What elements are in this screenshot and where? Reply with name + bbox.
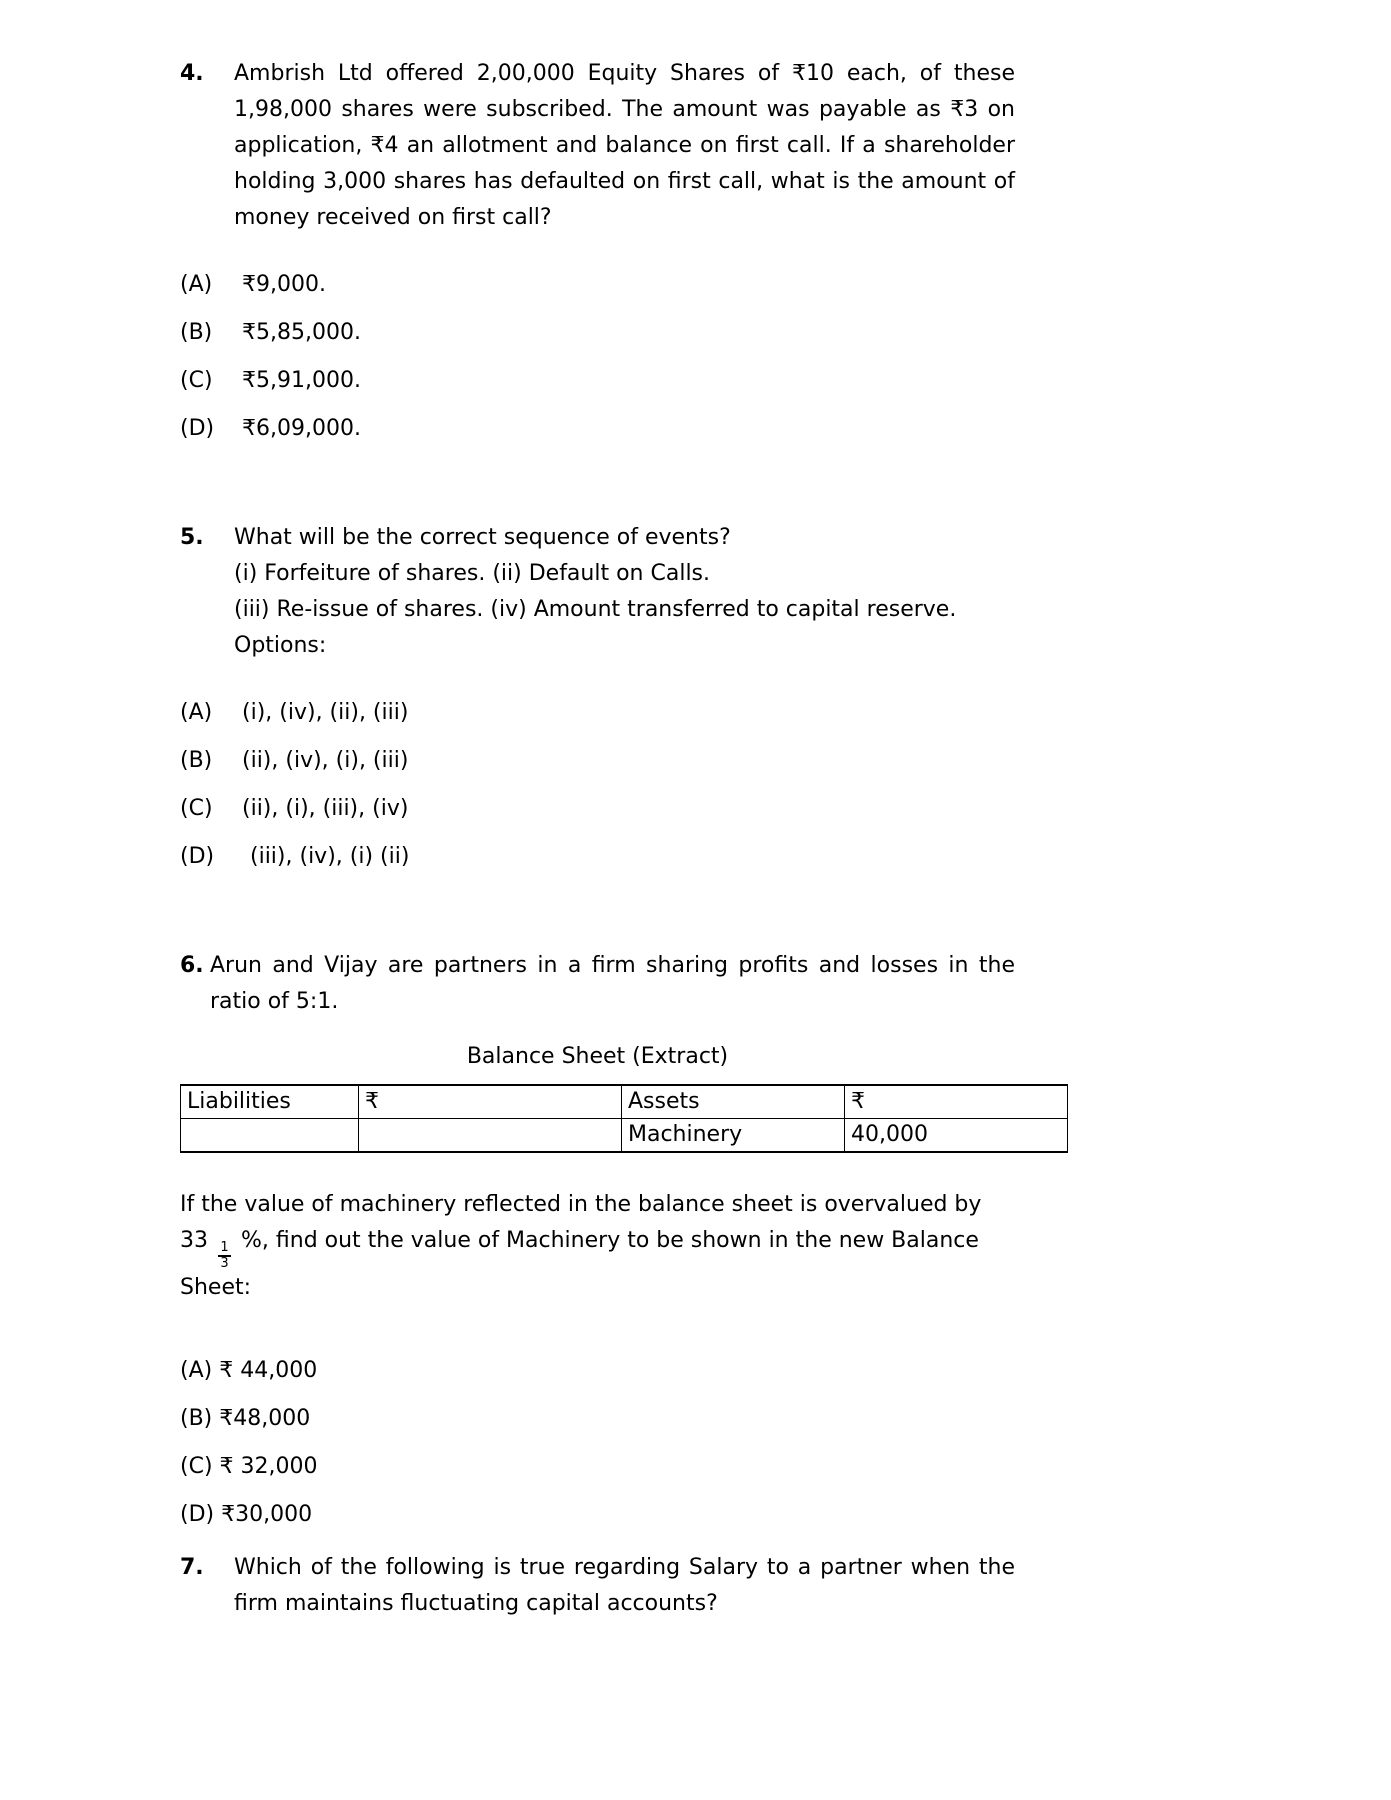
table-header-row bbox=[181, 1085, 1068, 1119]
question-4-option-a[interactable] bbox=[180, 268, 1015, 302]
table-header-liabilities: Liabilities bbox=[181, 1085, 359, 1119]
balance-sheet-table bbox=[180, 1084, 1068, 1153]
question-7-block bbox=[180, 1550, 1015, 1622]
question-5-option-b-text: (ii), (iv), (i), (iii) bbox=[242, 748, 409, 773]
question-5-option-c[interactable] bbox=[180, 792, 1015, 826]
q4-options-gap bbox=[180, 236, 1015, 254]
question-6-followup-prefix: 33 bbox=[180, 1228, 208, 1253]
q6-q7-gap bbox=[180, 1532, 1015, 1550]
page-content bbox=[180, 0, 1015, 1622]
question-7-stem: Which of the following is true regarding Salary to a partner when the firm maintains fluctuating capital accounts? bbox=[234, 1555, 1015, 1617]
table-row bbox=[181, 1119, 1068, 1153]
top-margin-spacer bbox=[180, 0, 1015, 56]
q5-q6-gap-extra bbox=[180, 930, 1015, 948]
question-6-option-d-text: ₹30,000 bbox=[221, 1502, 313, 1528]
q5-options-gap bbox=[180, 664, 1015, 682]
question-4-option-d-label: (D) bbox=[180, 416, 215, 441]
fraction-denominator: 3 bbox=[220, 1256, 229, 1272]
question-5-option-a-text: (i), (iv), (ii), (iii) bbox=[242, 700, 409, 725]
question-5-stem-line-2: (i) Forfeiture of shares. (ii) Default on Calls. bbox=[234, 561, 711, 586]
question-5-option-c-label: (C) bbox=[180, 796, 213, 821]
question-6-followup-line-2: %, find out the value of Machinery to be shown in the new Balance bbox=[241, 1228, 979, 1253]
question-6-option-d-label: (D) bbox=[180, 1502, 215, 1528]
question-6-number: 6. bbox=[180, 953, 204, 978]
question-6-option-b-label: (B) bbox=[180, 1406, 213, 1432]
question-6-option-a[interactable] bbox=[180, 1354, 1015, 1388]
question-4-option-c-text: ₹5,91,000. bbox=[242, 368, 361, 393]
question-5-stem-line-3: (iii) Re-issue of shares. (iv) Amount transferred to capital reserve. bbox=[234, 597, 957, 622]
question-5-stem-line-1: What will be the correct sequence of events? bbox=[234, 525, 731, 550]
table-header-assets-amount: ₹ bbox=[845, 1085, 1068, 1119]
question-6-option-a-text: ₹ 44,000 bbox=[219, 1358, 318, 1384]
question-4-option-d-text: ₹6,09,000. bbox=[242, 416, 361, 441]
question-6-option-b-text: ₹48,000 bbox=[219, 1406, 311, 1432]
question-5-option-d[interactable] bbox=[180, 840, 1015, 874]
balance-sheet-caption: Balance Sheet (Extract) bbox=[466, 1044, 729, 1069]
table-header-assets: Assets bbox=[622, 1085, 845, 1119]
q4-q5-gap-extra bbox=[180, 502, 1015, 520]
question-5-option-c-text: (ii), (i), (iii), (iv) bbox=[242, 796, 409, 821]
question-4-number: 4. bbox=[180, 61, 204, 86]
question-4-block bbox=[180, 56, 1015, 236]
question-6-followup-line-1: If the value of machinery reflected in the balance sheet is overvalued by bbox=[180, 1192, 982, 1217]
question-5-option-b-label: (B) bbox=[180, 748, 213, 773]
question-5-option-d-text: (iii), (iv), (i) (ii) bbox=[250, 844, 410, 869]
fraction-one-third bbox=[218, 1241, 231, 1271]
question-6-option-c-label: (C) bbox=[180, 1454, 213, 1480]
question-5-stem bbox=[234, 520, 1015, 664]
table-cell-asset-name: Machinery bbox=[622, 1119, 845, 1153]
q5-q6-gap bbox=[180, 874, 1015, 930]
fraction-numerator: 1 bbox=[220, 1239, 229, 1255]
question-6-option-c-text: ₹ 32,000 bbox=[219, 1454, 318, 1480]
question-6-block bbox=[180, 948, 1015, 1020]
q4-q5-gap bbox=[180, 446, 1015, 502]
question-4-option-c-label: (C) bbox=[180, 368, 213, 393]
question-4-option-b[interactable] bbox=[180, 316, 1015, 350]
question-4-option-d[interactable] bbox=[180, 412, 1015, 446]
question-4-option-c[interactable] bbox=[180, 364, 1015, 398]
question-6-followup-line-3: Sheet: bbox=[180, 1275, 252, 1301]
table-followup-gap bbox=[180, 1153, 1015, 1187]
table-cell-asset-value: 40,000 bbox=[845, 1119, 1068, 1153]
question-5-option-a-label: (A) bbox=[180, 700, 213, 725]
question-4-stem: Ambrish Ltd offered 2,00,000 Equity Shares of ₹10 each, of these 1,98,000 shares were subscribed. The amount was payable as ₹3 on application, ₹4 an allotment and balance on first call. If a shareholder holding 3,000 shares has defaulted on first call, what is the amount of money received on first call? bbox=[234, 61, 1015, 230]
table-cell-liabilities-value bbox=[359, 1119, 622, 1153]
question-7-number: 7. bbox=[180, 1555, 204, 1581]
question-5-option-b[interactable] bbox=[180, 744, 1015, 778]
q6-options-gap bbox=[180, 1306, 1015, 1340]
question-6-option-b[interactable] bbox=[180, 1402, 1015, 1436]
table-cell-liabilities-name bbox=[181, 1119, 359, 1153]
question-6-option-a-label: (A) bbox=[180, 1358, 213, 1384]
question-5-option-d-label: (D) bbox=[180, 844, 215, 869]
question-5-options-label: Options: bbox=[234, 633, 327, 658]
question-4-option-a-label: (A) bbox=[180, 272, 213, 297]
question-4-option-a-text: ₹9,000. bbox=[242, 272, 326, 297]
question-6-stem: Arun and Vijay are partners in a firm sharing profits and losses in the ratio of 5:1. bbox=[210, 953, 1015, 1014]
question-6-option-d[interactable] bbox=[180, 1498, 1015, 1532]
question-4-option-b-label: (B) bbox=[180, 320, 213, 345]
question-4-option-b-text: ₹5,85,000. bbox=[242, 320, 361, 345]
question-5-option-a[interactable] bbox=[180, 696, 1015, 730]
question-6-followup bbox=[180, 1187, 1015, 1306]
table-header-liabilities-amount: ₹ bbox=[359, 1085, 622, 1119]
question-5-block bbox=[180, 520, 1015, 664]
question-6-option-c[interactable] bbox=[180, 1450, 1015, 1484]
question-5-number: 5. bbox=[180, 525, 204, 550]
